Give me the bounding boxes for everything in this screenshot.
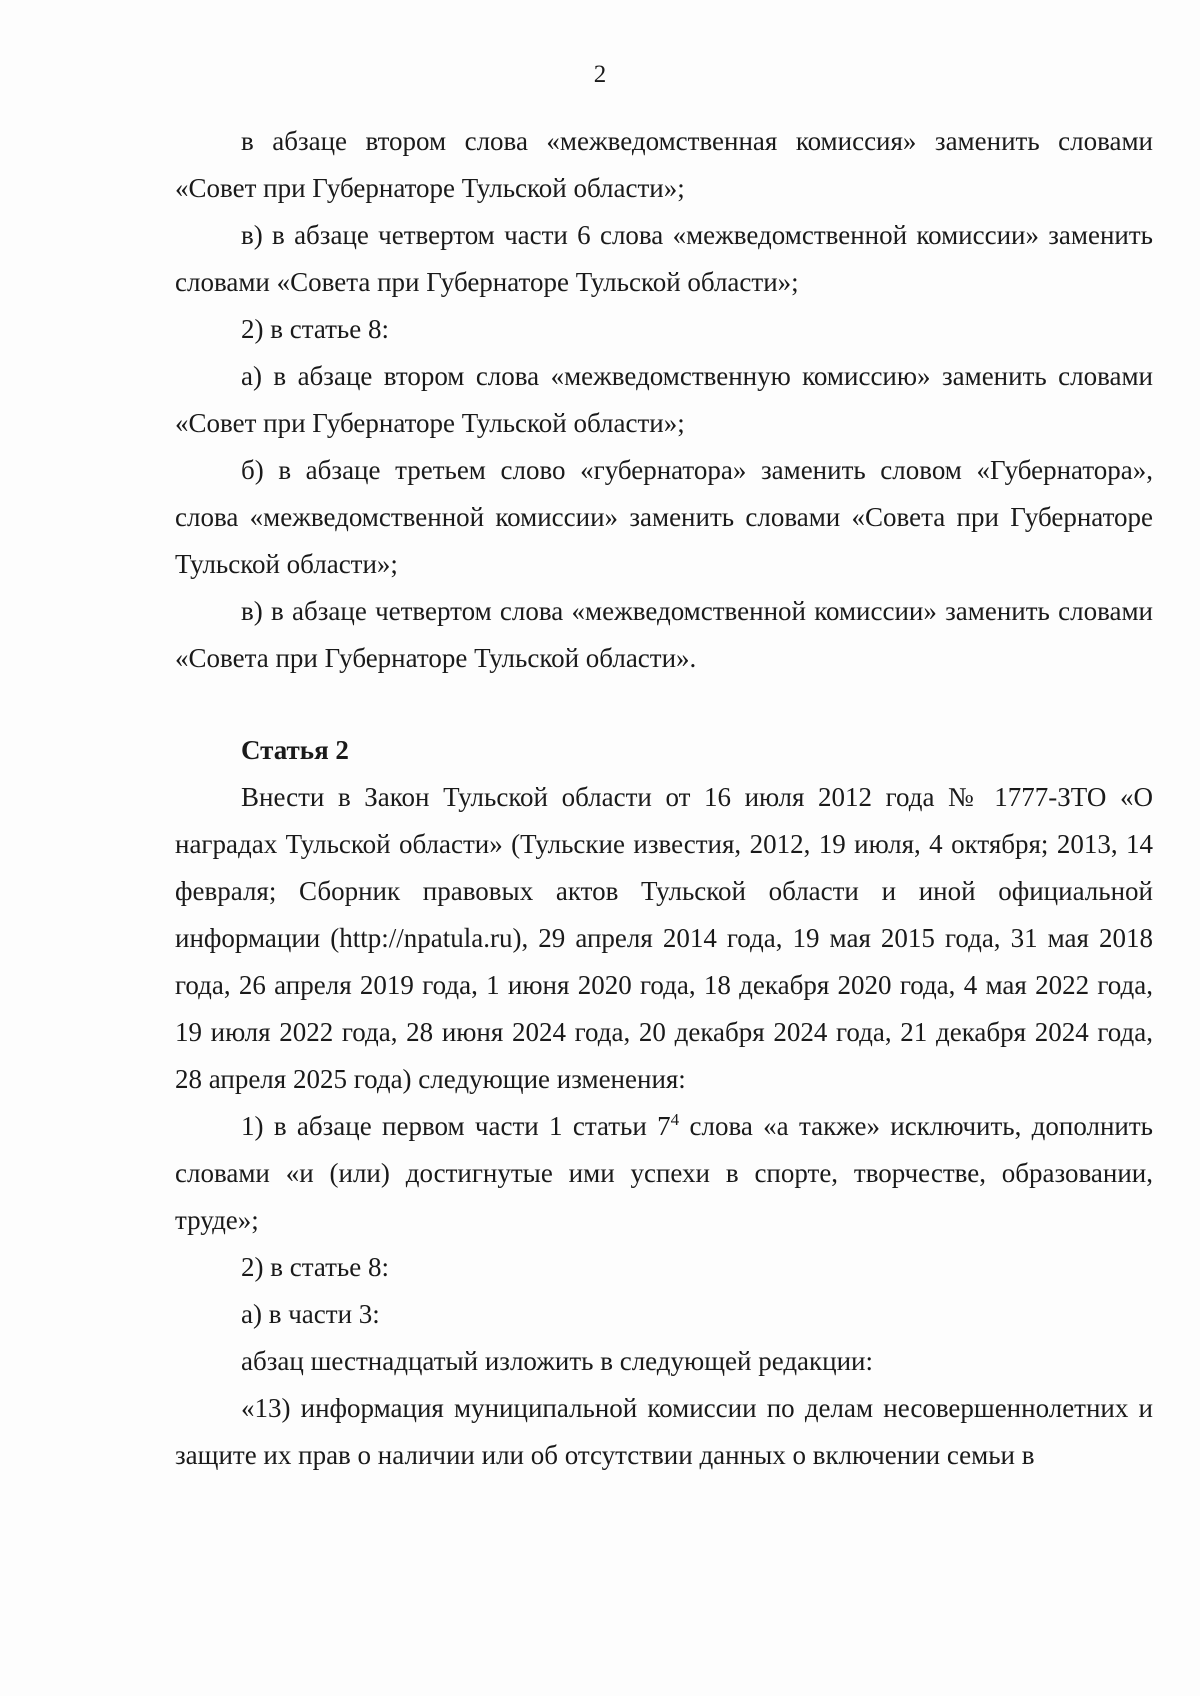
page-number: 2 bbox=[593, 61, 607, 88]
paragraph: а) в абзаце втором слова «межведомственную комиссию» заменить словами «Совет при Губернаторе Тульской области»; bbox=[175, 361, 1153, 438]
paragraph: б) в абзаце третьем слово «губернатора» заменить словом «Губернатора», слова «межведомственной комиссии» заменить словами «Совета при Губернаторе Тульской области»; bbox=[175, 455, 1153, 579]
article-intro: Внести в Закон Тульской области от 16 июля 2012 года № 1777-ЗТО «О наградах Тульской области» (Тульские известия, 2012, 19 июля, 4 октября; 2013, 14 февраля; Сборник правовых актов Тульской области и иной официальной информации (http://npatula.ru), 29 апреля 2014 года, 19 мая 2015 года, 31 мая 2018 года, 26 апреля 2019 года, 1 июня 2020 года, 18 декабря 2020 года, 4 мая 2022 года, 19 июля 2022 года, 28 июня 2024 года, 20 декабря 2024 года, 21 декабря 2024 года, 28 апреля 2025 года) следующие изменения: bbox=[175, 782, 1153, 1094]
paragraph: в абзаце втором слова «межведомственная комиссия» заменить словами «Совет при Губернаторе Тульской области»; bbox=[175, 126, 1153, 203]
article-item-2a-text: абзац шестнадцатый изложить в следующей редакции: bbox=[241, 1346, 874, 1376]
article-item-1 bbox=[175, 1103, 1153, 1244]
item-1-text-start: 1) в абзаце первом части 1 статьи 7 bbox=[241, 1111, 671, 1141]
article-item-2a-quote: «13) информация муниципальной комиссии по делам несовершеннолетних и защите их прав о наличии или об отсутствии данных о включении семьи в bbox=[175, 1393, 1153, 1470]
document-body bbox=[175, 118, 1153, 1479]
article-item-2: 2) в статье 8: bbox=[241, 1252, 389, 1282]
paragraph: 2) в статье 8: bbox=[241, 314, 389, 344]
article-item-2a: а) в части 3: bbox=[241, 1299, 380, 1329]
article-heading: Статья 2 bbox=[241, 735, 349, 765]
superscript: 4 bbox=[670, 1110, 680, 1129]
paragraph: в) в абзаце четвертом слова «межведомственной комиссии» заменить словами «Совета при Губернаторе Тульской области». bbox=[175, 596, 1153, 673]
item-1-text-end: слова «а также» исключить, дополнить словами «и (или) достигнутые ими успехи в спорте, творчестве, образовании, труде»; bbox=[175, 1111, 1153, 1235]
paragraph: в) в абзаце четвертом части 6 слова «межведомственной комиссии» заменить словами «Совета при Губернаторе Тульской области»; bbox=[175, 220, 1153, 297]
